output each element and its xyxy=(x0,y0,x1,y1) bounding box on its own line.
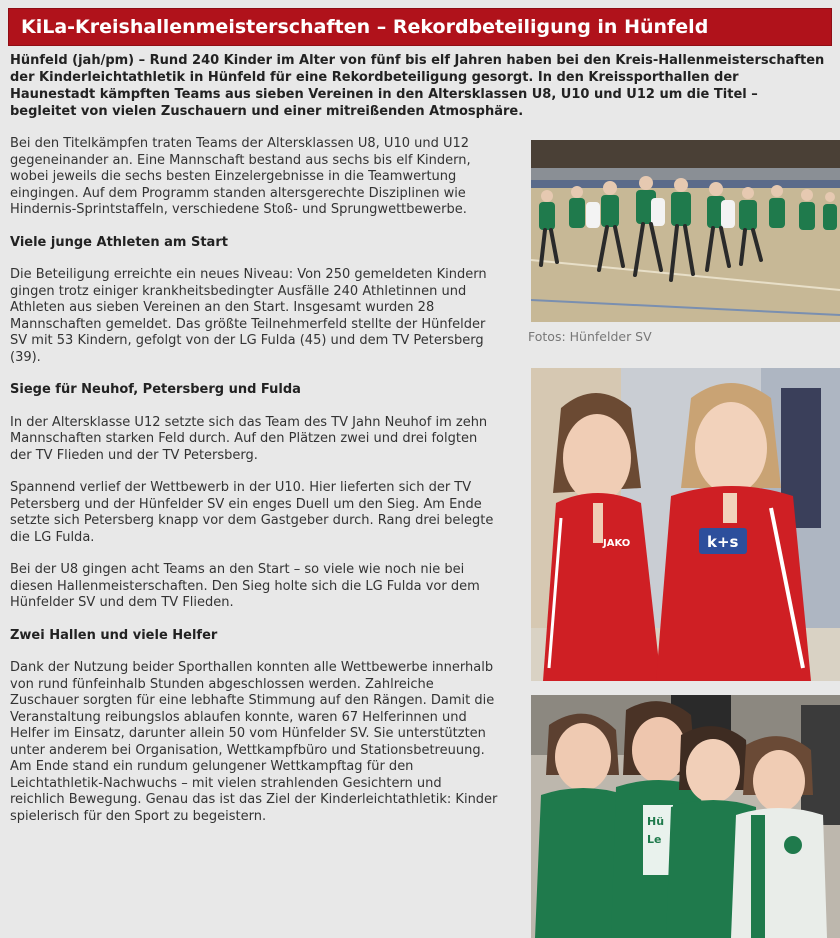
paragraph: In der Altersklasse U12 setzte sich das Team des TV Jahn Neuhof im zehn Mannschaften starken Feld durch. Auf den Plätzen zwei und drei folgten der TV Flieden und der TV Petersberg. xyxy=(10,414,488,463)
photo-running-children[interactable] xyxy=(531,140,840,322)
jersey-text-le: Le xyxy=(647,833,662,846)
jersey-text-hue: Hü xyxy=(647,815,665,828)
paragraph: Bei den Titelkämpfen traten Teams der Altersklassen U8, U10 und U12 gegeneinander an. Eine Mannschaft bestand aus sechs bis elf Kindern, wobei jeweils die sechs besten Einzelergebnisse in die Teamwertung eingingen. Auf dem Programm standen altersgerechte Disziplinen wie Hindernis-Sprintstaffeln, verschiedene Stoß- und Sprungwettbewerbe. xyxy=(10,136,471,217)
article-title: KiLa-Kreishallenmeisterschaften – Rekordbeteiligung in Hünfeld xyxy=(21,16,709,38)
article-title-bar xyxy=(8,8,832,46)
jersey-text-jako: JAKO xyxy=(603,538,631,549)
paragraph: Dank der Nutzung beider Sporthallen konnten alle Wettbewerbe innerhalb von rund fünfeinhalb Stunden abgeschlossen werden. Zahlreiche Zuschauer sorgten für eine lebhafte Stimmung auf den Rängen. Damit die Veranstaltung reibungslos ablaufen konnte, waren 67 Helferinnen und Helfer im Einsatz, darunter allein 50 vom Hünfelder SV. Sie unterstützten unter anderem bei Organisation, Wettkampfbüro und Stationsbetreuung. Am Ende stand ein rundum gelungener Wettkampftag für den Leichtathletik-Nachwuchs – mit vielen strahlenden Gesichtern und reichlich Bewegung. Genau das ist das Ziel der Kinderleichtathletik: Kinder spielerisch für den Sport zu begeistern. xyxy=(10,660,498,824)
photo-two-girls[interactable] xyxy=(531,368,840,681)
photo-green-team-image xyxy=(531,695,840,938)
photo-green-team[interactable] xyxy=(531,695,840,938)
jersey-text-sponsor: k+s xyxy=(707,533,739,551)
subheading: Viele junge Athleten am Start xyxy=(10,234,228,250)
paragraph: Spannend verlief der Wettbewerb in der U10. Hier lieferten sich der TV Petersberg und der Hünfelder SV ein enges Duell um den Sieg. Am Ende setzte sich Petersberg knapp vor dem Gastgeber durch. Rang drei belegte die LG Fulda. xyxy=(10,480,494,545)
article-lead: Hünfeld (jah/pm) – Rund 240 Kinder im Alter von fünf bis elf Jahren haben bei den Kreis-Hallenmeisterschaften der Kinderleichtathletik in Hünfeld für eine Rekordbeteiligung gesorgt. In den Kreissporthallen der Haunestadt kämpften Teams aus sieben Vereinen in den Altersklassen U8, U10 und U12 um die Titel – begleitet von vielen Zuschauern und einer mitreißenden Atmosphäre. xyxy=(10,53,825,119)
photo-caption: Fotos: Hünfelder SV xyxy=(528,329,652,344)
photo-two-girls-image xyxy=(531,368,840,681)
paragraph: Bei der U8 gingen acht Teams an den Start – so viele wie noch nie bei diesen Hallenmeisterschaften. Den Sieg holte sich die LG Fulda vor dem Hünfelder SV und dem TV Flieden. xyxy=(10,562,480,610)
paragraph: Die Beteiligung erreichte ein neues Niveau: Von 250 gemeldeten Kindern gingen trotz einiger krankheitsbedingter Ausfälle 240 Athletinnen und Athleten aus sieben Vereinen an den Start. Insgesamt wurden 28 Mannschaften gemeldet. Das größte Teilnehmerfeld stellte der Hünfelder SV mit 53 Kindern, gefolgt von der LG Fulda (45) und dem TV Petersberg (39). xyxy=(10,267,487,365)
photo-running-children-image xyxy=(531,140,840,322)
subheading: Siege für Neuhof, Petersberg und Fulda xyxy=(10,382,301,397)
subheading: Zwei Hallen und viele Helfer xyxy=(10,627,218,643)
article-body xyxy=(10,136,500,841)
